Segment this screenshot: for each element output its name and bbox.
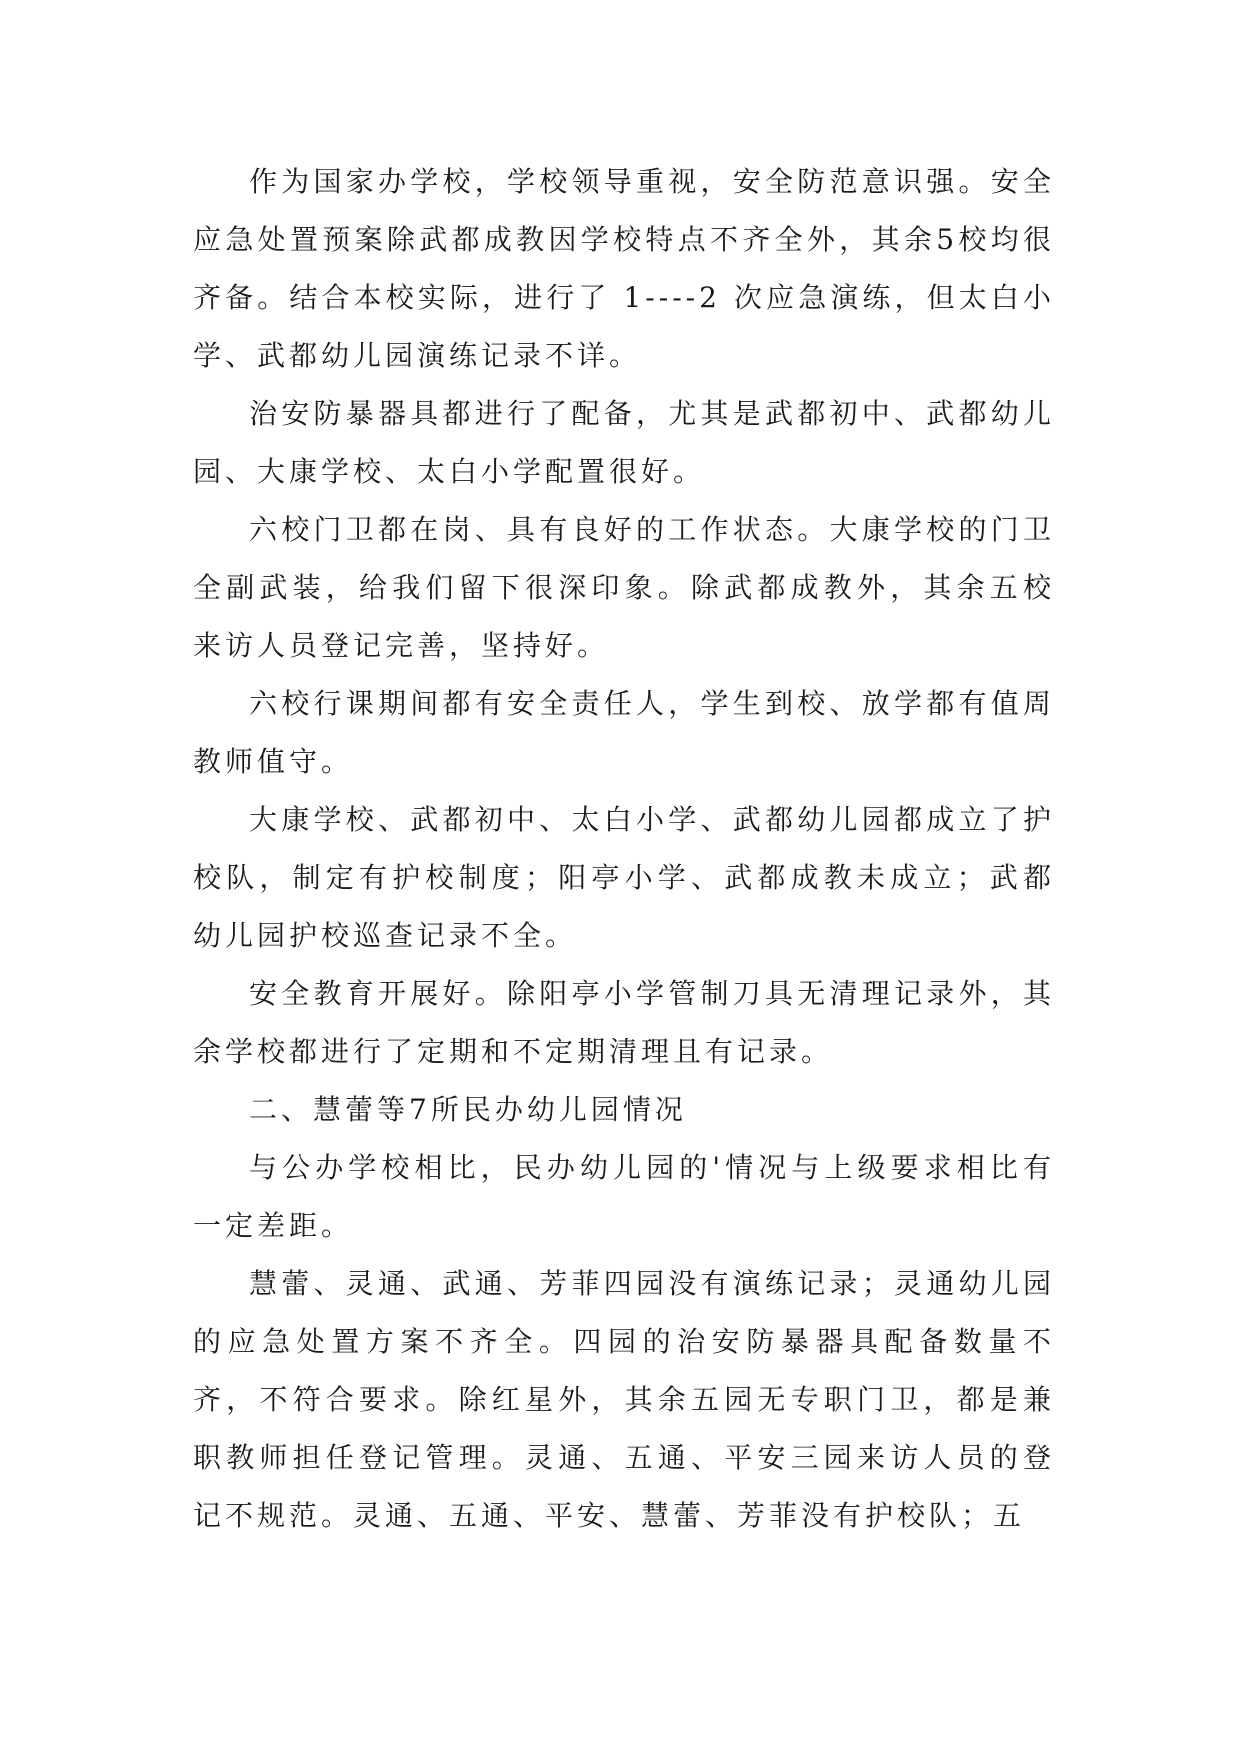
paragraph-6: 安全教育开展好。除阳亭小学管制刀具无清理记录外，其余学校都进行了定期和不定期清理且有记录。: [193, 977, 1055, 1068]
paragraph-3: 六校门卫都在岗、具有良好的工作状态。大康学校的门卫全副武装，给我们留下很深印象。除武都成教外，其余五校来访人员登记完善，坚持好。: [193, 513, 1055, 662]
paragraph-1: 作为国家办学校，学校领导重视，安全防范意识强。安全应急处置预案除武都成教因学校特点不齐全外，其余5校均很齐备。结合本校实际，进行了 1----2 次应急演练，但太白小学、武都幼儿园演练记录不详。: [193, 165, 1055, 372]
section-heading: 二、慧蕾等7所民办幼儿园情况: [249, 1093, 687, 1126]
paragraph-7: 与公办学校相比，民办幼儿园的'情况与上级要求相比有一定差距。: [193, 1151, 1055, 1242]
paragraph-4: 六校行课期间都有安全责任人，学生到校、放学都有值周教师值守。: [193, 687, 1055, 778]
paragraph-2: 治安防暴器具都进行了配备，尤其是武都初中、武都幼儿园、大康学校、太白小学配置很好。: [193, 397, 1055, 488]
document-body: [193, 153, 1055, 1545]
paragraph-8: 慧蕾、灵通、武通、芳菲四园没有演练记录；灵通幼儿园的应急处置方案不齐全。四园的治安防暴器具配备数量不齐，不符合要求。除红星外，其余五园无专职门卫，都是兼职教师担任登记管理。灵通、五通、平安三园来访人员的登记不规范。灵通、五通、平安、慧蕾、芳菲没有护校队；五: [193, 1267, 1055, 1532]
paragraph-5: 大康学校、武都初中、太白小学、武都幼儿园都成立了护校队，制定有护校制度；阳亭小学、武都成教未成立；武都幼儿园护校巡查记录不全。: [193, 803, 1055, 952]
